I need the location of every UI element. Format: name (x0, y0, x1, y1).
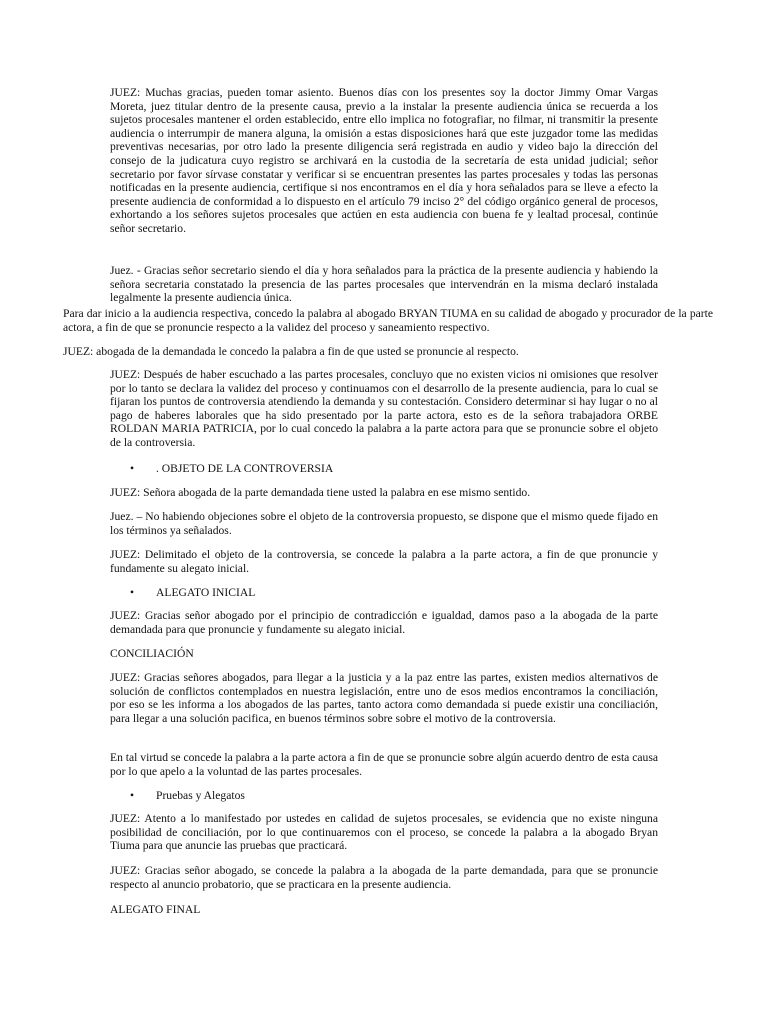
bullet-icon: • (130, 789, 135, 802)
heading-conciliacion: CONCILIACIÓN (110, 647, 194, 660)
paragraph-defendant-same: JUEZ: Señora abogada de la parte demandada tiene usted la palabra en ese mismo sentido. (110, 486, 531, 499)
paragraph-judge-opening: JUEZ: Muchas gracias, pueden tomar asiento. Buenos días con los presentes soy la doctor Jimmy Omar Vargas Moreta, juez titular dentro de la presente causa, previo a la instalar la presente audiencia única se recuerda a los sujetos procesales mantener el orden establecido, entre ello implica no fotografiar, no filmar, ni transmitir la presente audiencia o interrumpir de manera alguna, la omisión a estas disposiciones hará que este juzgador tome las medidas preventivas necesarias, por otro lado la presente diligencia será registrada en audio y video bajo la dirección del consejo de la judicatura cuyo registro se archivará en la custodia de la secretaría de esta unidad judicial; señor secretario por favor sírvase constatar y verificar si se encuentran presentes las partes procesales y todas las personas notificadas en la presente audiencia, certifique si nos encontramos en el día y hora señalados para se lleve a efecto la presente audiencia de conformidad a lo dispuesto en el artículo 79 inciso 2° del código orgánico general de procesos, exhortando a los señores sujetos procesales que actúen en esta audiencia con buena fe y lealtad procesal, continúe señor secretario. (110, 86, 658, 235)
paragraph-pruebas: JUEZ: Atento a lo manifestado por ustedes en calidad de sujetos procesales, se evidencia que no existe ninguna posibilidad de conciliación, por lo que continuaremos con el proceso, se concede la palabra a la abogado Bryan Tiuma para que anuncie las pruebas que practicará. (110, 812, 658, 853)
heading-alegato-final: ALEGATO FINAL (110, 903, 201, 916)
paragraph-acuerdo: En tal virtud se concede la palabra a la parte actora a fin de que se pronuncie sobre algún acuerdo dentro de esta causa por lo que apelo a la voluntad de las partes procesales. (110, 751, 658, 778)
paragraph-conciliacion: JUEZ: Gracias señores abogados, para llegar a la justicia y a la paz entre las partes, existen medios alternativos de solución de conflictos contemplados en nuestra legislación, entre uno de esos medios encontramos la conciliación, por eso se les informa a los abogados de las partes, tanto actora como demandada si puede existir una conciliación, para llegar a una solución pacifica, en buenos términos sobre sobre el motivo de la controversia. (110, 671, 658, 725)
paragraph-validity: JUEZ: Después de haber escuchado a las partes procesales, concluyo que no existen vicios ni omisiones que resolver por lo tanto se declara la validez del proceso y continuamos con el desarrollo de la presente audiencia, para lo cual se fijaran los puntos de controversia atendiendo la demanda y su contestación. Considero determinar si hay lugar o no al pago de haberes laborales que ha sido presentado por la parte actora, esto es de la señora trabajadora ORBE ROLDAN MARIA PATRICIA, por lo cual concedo la palabra a la parte actora para que se pronuncie sobre el objeto de la controversia. (110, 368, 658, 449)
paragraph-judge-installation: Juez. - Gracias señor secretario siendo el día y hora señalados para la práctica de la presente audiencia y habiendo la señora secretaria constatado la presencia de las partes procesales que intervendrán en la misma declaró instalada legalmente la presente audiencia única. (110, 264, 658, 305)
bullet-label: Pruebas y Alegatos (156, 789, 245, 802)
paragraph-anuncio-probatorio: JUEZ: Gracias señor abogado, se concede la palabra a la abogada de la parte demandada, para que se pronuncie respecto al anuncio probatorio, que se practicara en la presente audiencia. (110, 864, 658, 891)
bullet-icon: • (130, 462, 135, 475)
paragraph-alegato-request: JUEZ: Delimitado el objeto de la controversia, se concede la palabra a la parte actora, a fin de que pronuncie y fundamente su alegato inicial. (110, 548, 658, 575)
bullet-label: . OBJETO DE LA CONTROVERSIA (156, 462, 334, 475)
paragraph-no-objections: Juez. – No habiendo objeciones sobre el objeto de la controversia propuesto, se dispone que el mismo quede fijado en los términos ya señalados. (110, 510, 658, 537)
bullet-label: ALEGATO INICIAL (156, 586, 256, 599)
paragraph-start-hearing: Para dar inicio a la audiencia respectiva, concedo la palabra al abogado BRYAN TIUMA en su calidad de abogado y procurador de la parte actora, a fin de que se pronuncie respecto a la validez del proceso y saneamiento respectivo. (63, 307, 713, 334)
paragraph-defendant-floor: JUEZ: abogada de la demandada le concedo la palabra a fin de que usted se pronuncie al respecto. (63, 345, 519, 358)
paragraph-contradiccion: JUEZ: Gracias señor abogado por el principio de contradicción e igualdad, damos paso a la abogada de la parte demandada para que pronuncie y fundamente su alegato inicial. (110, 609, 658, 636)
bullet-icon: • (130, 586, 135, 599)
